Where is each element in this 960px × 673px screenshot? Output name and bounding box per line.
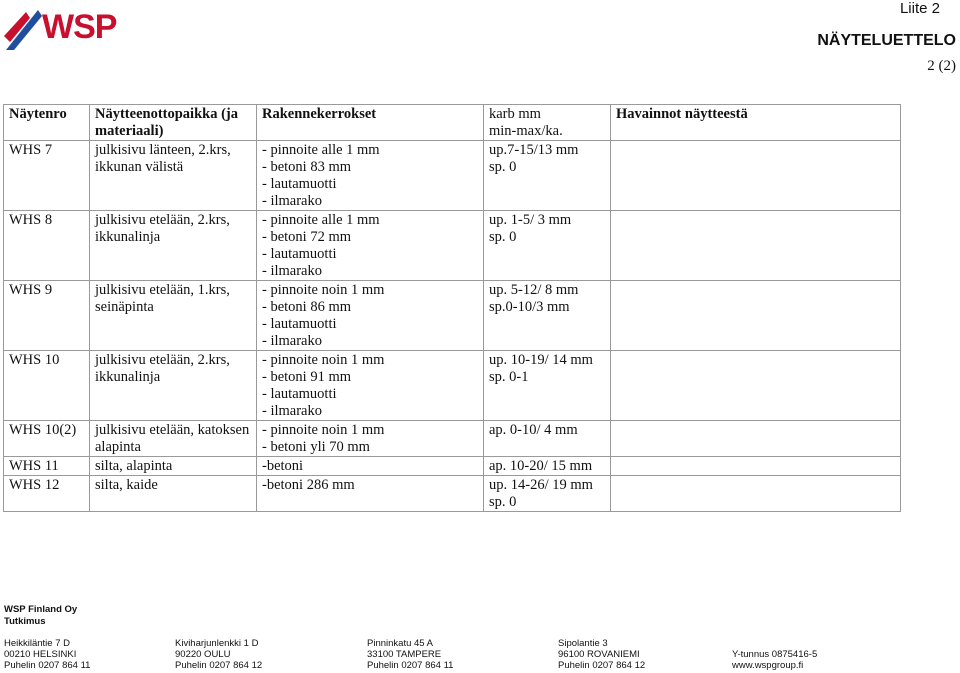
sample-notes — [611, 211, 901, 281]
company-contacts — [732, 649, 817, 671]
office-street: Sipolantie 3 — [558, 638, 608, 649]
sample-layers: - pinnoite noin 1 mm - betoni 91 mm - lautamuotti - ilmarako — [257, 351, 484, 421]
sample-carbonation: up. 1-5/ 3 mm sp. 0 — [484, 211, 611, 281]
sample-id: WHS 9 — [4, 281, 90, 351]
sample-layers: -betoni — [257, 457, 484, 476]
sample-place: silta, alapinta — [90, 457, 257, 476]
company-block — [4, 604, 77, 628]
sample-layers: - pinnoite noin 1 mm - betoni yli 70 mm — [257, 421, 484, 457]
sample-carbonation: up. 10-19/ 14 mm sp. 0-1 — [484, 351, 611, 421]
office-oulu — [175, 638, 262, 671]
table-row — [4, 476, 901, 512]
office-phone: Puhelin 0207 864 12 — [175, 660, 263, 671]
column-header: Näytenro — [4, 105, 90, 141]
website-link[interactable]: www.wspgroup.fi — [732, 660, 804, 671]
table-header-row — [4, 105, 901, 141]
office-phone: Puhelin 0207 864 11 — [4, 660, 91, 671]
table-row — [4, 351, 901, 421]
office-city: 96100 ROVANIEMI — [558, 649, 640, 660]
sample-carbonation: ap. 0-10/ 4 mm — [484, 421, 611, 457]
sample-layers: - pinnoite noin 1 mm - betoni 86 mm - lautamuotti - ilmarako — [257, 281, 484, 351]
sample-id: WHS 7 — [4, 141, 90, 211]
sample-carbonation: ap. 10-20/ 15 mm — [484, 457, 611, 476]
sample-id: WHS 11 — [4, 457, 90, 476]
office-rovaniemi — [558, 638, 645, 671]
sample-notes — [611, 421, 901, 457]
office-tampere — [367, 638, 453, 671]
sample-layers: -betoni 286 mm — [257, 476, 484, 512]
column-header: Näytteenottopaikka (ja materiaali) — [90, 105, 257, 141]
sample-notes — [611, 351, 901, 421]
sample-place: julkisivu etelään, 2.krs, ikkunalinja — [90, 351, 257, 421]
sample-carbonation: up.7-15/13 mm sp. 0 — [484, 141, 611, 211]
office-city: 00210 HELSINKI — [4, 649, 77, 660]
sample-id: WHS 8 — [4, 211, 90, 281]
table-row — [4, 211, 901, 281]
attachment-label: Liite 2 — [899, 0, 940, 17]
sample-notes — [611, 457, 901, 476]
sample-carbonation: up. 5-12/ 8 mm sp.0-10/3 mm — [484, 281, 611, 351]
table-row — [4, 141, 901, 211]
wsp-logo-icon — [4, 6, 44, 52]
business-id: Y-tunnus 0875416-5 — [732, 649, 818, 660]
page-number: 2 (2) — [927, 58, 956, 74]
table-row — [4, 281, 901, 351]
table-row — [4, 421, 901, 457]
office-street: Pinninkatu 45 A — [367, 638, 434, 649]
sample-place: silta, kaide — [90, 476, 257, 512]
sample-layers: - pinnoite alle 1 mm - betoni 72 mm - lautamuotti - ilmarako — [257, 211, 484, 281]
sample-place: julkisivu etelään, katoksen alapinta — [90, 421, 257, 457]
column-header: Havainnot näytteestä — [611, 105, 901, 141]
sample-notes — [611, 281, 901, 351]
sample-id: WHS 10(2) — [4, 421, 90, 457]
page-title: NÄYTELUETTELO — [817, 32, 956, 49]
office-phone: Puhelin 0207 864 12 — [558, 660, 646, 671]
sample-carbonation: up. 14-26/ 19 mm sp. 0 — [484, 476, 611, 512]
sample-place: julkisivu etelään, 1.krs, seinäpinta — [90, 281, 257, 351]
company-name: WSP Finland Oy — [4, 604, 78, 615]
company-unit: Tutkimus — [4, 616, 46, 627]
sample-id: WHS 12 — [4, 476, 90, 512]
sample-place: julkisivu länteen, 2.krs, ikkunan välistä — [90, 141, 257, 211]
sample-notes — [611, 141, 901, 211]
column-header: karb mm min-max/ka. — [484, 105, 611, 141]
sample-place: julkisivu etelään, 2.krs, ikkunalinja — [90, 211, 257, 281]
sample-table — [3, 104, 901, 512]
column-header: Rakennekerrokset — [257, 105, 484, 141]
wsp-logo — [4, 6, 128, 54]
logo-text: WSP — [42, 8, 117, 46]
office-city: 90220 OULU — [175, 649, 231, 660]
office-street: Kiviharjunlenkki 1 D — [175, 638, 259, 649]
sample-id: WHS 10 — [4, 351, 90, 421]
office-street: Heikkiläntie 7 D — [4, 638, 70, 649]
sample-notes — [611, 476, 901, 512]
table-row — [4, 457, 901, 476]
sample-layers: - pinnoite alle 1 mm - betoni 83 mm - lautamuotti - ilmarako — [257, 141, 484, 211]
office-phone: Puhelin 0207 864 11 — [367, 660, 454, 671]
office-city: 33100 TAMPERE — [367, 649, 442, 660]
office-helsinki — [4, 638, 90, 671]
